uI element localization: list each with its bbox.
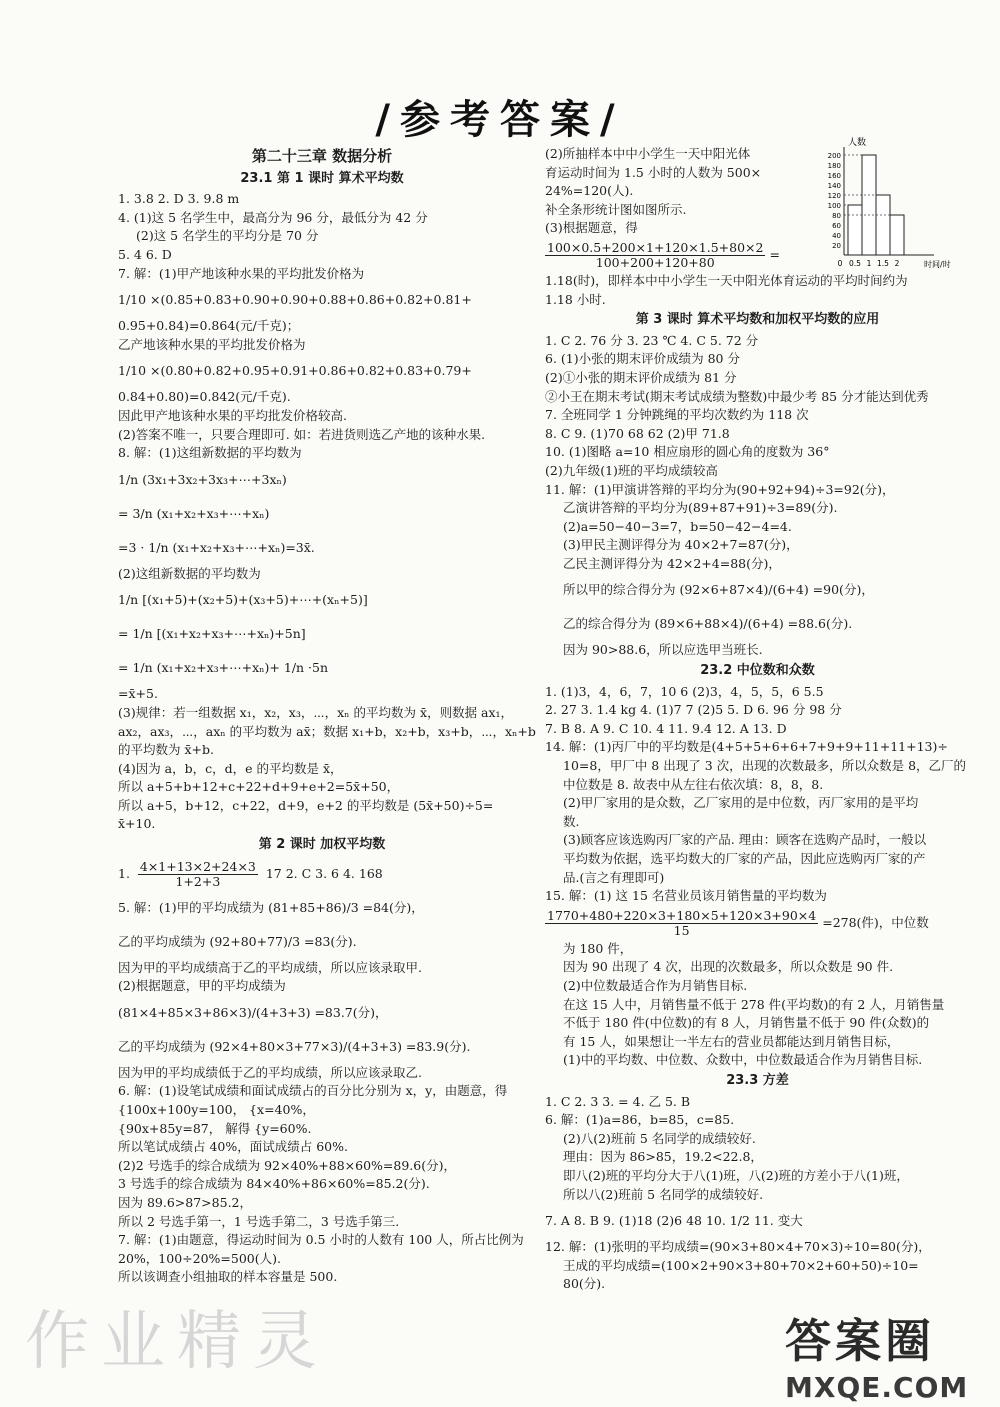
histogram-bar: [862, 155, 876, 255]
answer-line: 因此甲产地该种水果的平均批发价格较高.: [118, 407, 347, 423]
answer-line: (3)顾客应该选购丙厂家的产品. 理由：顾客在选购产品时，一般以: [563, 832, 927, 848]
answer-line: 的平均数为 x̄+b.: [118, 742, 214, 758]
answer-line: 15. 解：(1) 这 15 名营业员该月销售量的平均数为: [545, 888, 827, 904]
answer-line: 10=8，甲厂中 8 出现了 3 次，出现的次数最多，所以众数是 8，乙厂的: [563, 758, 967, 774]
fraction: $\frac{100\times 0.5+200\times 1+120\times 1.5+80\times 2}{100+200+120+80}$: [547, 239, 764, 270]
answer-line: 理由：因为 86>85，19.2<22.8，: [563, 1149, 763, 1165]
formula-line: = 1/n (x₁+x₂+x₃+⋯+xₙ)+ 1/n ·5n: [118, 660, 329, 676]
answer-line: 数.: [563, 813, 580, 829]
answer-line: 1.18(时)，即样本中中小学生一天中阳光体育运动的平均时间约为: [545, 272, 908, 288]
answer-line: {100x+100y=100， {x=40%，: [118, 1102, 315, 1118]
answer-line: 4. (1)这 5 名学生中，最高分为 96 分，最低分为 42 分: [118, 209, 428, 225]
answer-line: 中位数是 8. 故表中从左往右依次填：8，8，8.: [563, 776, 824, 792]
page-title: /参考答案/: [375, 97, 625, 143]
formula-line: 0.95+0.84)=0.864(元/千克)；: [118, 318, 300, 334]
section-heading: 23.2 中位数和众数: [700, 663, 815, 679]
answer-line: 1. 3.8 2. D 3. 9.8 m: [118, 191, 240, 207]
logo-text: 答案圈: [785, 1314, 935, 1368]
site-logo: [785, 1305, 985, 1404]
answer-line: (2)九年级(1)班的平均成绩较高: [545, 462, 718, 478]
answer-line: 有 15 人，如果想让一半左右的营业员都能达到月销售目标，: [563, 1033, 900, 1049]
histogram-chart: [822, 138, 972, 270]
answer-line: 补全条形统计图如图所示.: [545, 201, 687, 217]
y-tick-label: 60: [832, 222, 841, 230]
section-heading: 第 3 课时 算术平均数和加权平均数的应用: [635, 312, 880, 328]
answer-line: 12. 解：(1)张明的平均成绩=(90×3+80×4+70×3)÷10=80(分)，: [545, 1239, 931, 1255]
formula-line: 乙的平均成绩为 (92×4+80×3+77×3)/(4+3+3) =83.9(分).: [118, 1038, 471, 1054]
fraction: $\frac{1770+480+220\times 3+180\times 5+120\times 3+90\times 4}{15}$: [547, 907, 817, 938]
answer-line: 6. (1)小张的期末评价成绩为 80 分: [545, 351, 740, 367]
answer-line: (2)中位数最适合作为月销售目标.: [563, 977, 748, 993]
answer-line: 80(分).: [563, 1276, 606, 1292]
y-axis-label: 人数: [848, 138, 867, 148]
answer-line: 平均数为依据，选平均数大的厂家的产品，因此应选购丙厂家的产: [563, 851, 926, 866]
histogram-bar: [890, 215, 904, 255]
answer-line: 乙演讲答辩的平均分为(89+87+91)÷3=89(分).: [563, 500, 838, 516]
answer-line: 8. 解：(1)这组新数据的平均数为: [118, 445, 302, 461]
y-tick-label: 160: [827, 172, 841, 180]
formula-line: 乙的平均成绩为 (92+80+77)/3 =83(分).: [118, 933, 357, 949]
answer-line: (2)答案不唯一，只要合理即可. 如：若进货则选乙产地的该种水果.: [118, 426, 486, 442]
answer-line: 7. 解：(1)由题意，得运动时间为 0.5 小时的人数有 100 人，所占比例为: [118, 1232, 524, 1248]
answer-line: 1. (1)3，4，6，7，10 6 (2)3，4，5，5，6 5.5: [545, 683, 824, 699]
answer-line: (2)a=50−40−3=7，b=50−42−4=4.: [563, 518, 792, 534]
answer-line: 因为 89.6>87>85.2，: [118, 1195, 252, 1210]
answer-line: 10. (1)图略 a=10 相应扇形的圆心角的度数为 36°: [545, 444, 830, 460]
right-column: [545, 145, 970, 1294]
x-tick-label: 0: [837, 259, 843, 268]
formula-line: = 3/n (x₁+x₂+x₃+⋯+xₙ): [118, 505, 270, 521]
answer-line: 在这 15 人中，月销售量不低于 278 件(平均数)的有 2 人，月销售量: [563, 996, 945, 1012]
answer-line: 1. C 2. 3 3. = 4. 乙 5. B: [545, 1093, 691, 1109]
y-tick-label: 40: [832, 232, 841, 240]
x-tick-label: 0.5: [849, 259, 861, 268]
answer-line: 7. B 8. A 9. C 10. 4 11. 9.4 12. A 13. D: [545, 720, 787, 736]
answer-line: 为 180 件，: [563, 940, 633, 956]
y-tick-label: 80: [832, 212, 841, 220]
answer-line: (2)①小张的期末评价成绩为 81 分: [545, 369, 737, 385]
y-tick-label: 100: [827, 202, 841, 210]
formula-line: 乙的综合得分为 (89×6+88×4)/(6+4) =88.6(分).: [563, 616, 853, 632]
answer-line: 王成的平均成绩=(100×2+90×3+80+70×2+60+50)÷10=: [563, 1257, 919, 1273]
answer-line: (2)这组新数据的平均数为: [118, 565, 261, 581]
answer-line: (2)所抽样本中中小学生一天中阳光体: [545, 146, 751, 161]
y-tick-label: 180: [827, 162, 841, 170]
section-heading: 23.3 方差: [726, 1072, 789, 1088]
formula-line: 0.84+0.80)=0.842(元/千克).: [118, 389, 291, 405]
logo-url: MXQE.COM: [785, 1371, 969, 1404]
answer-line: 乙民主测评得分为 42×2+4=88(分)，: [563, 555, 781, 571]
answer-line: (2)八(2)班前 5 名同学的成绩较好.: [563, 1130, 756, 1146]
formula-line: 所以甲的综合得分为 (92×6+87×4)/(6+4) =90(分)，: [563, 582, 874, 598]
x-tick-label: 1: [866, 259, 872, 268]
answer-line: ax₂，ax₃，⋯，axₙ 的平均数为 ax̄；数据 x₁+b，x₂+b，x₃+b，⋯，xₙ+b: [118, 723, 536, 739]
answer-line: 所以 a+5，b+12，c+22，d+9，e+2 的平均数是 (5x̄+50)÷5=: [118, 797, 494, 813]
formula-line: 1/10 ×(0.80+0.82+0.95+0.91+0.86+0.82+0.83+0.79+: [118, 363, 472, 379]
answer-line: 3 号选手的综合成绩为 84×40%+86×60%=85.2(分).: [118, 1176, 430, 1192]
answer-line: (2)2 号选手的综合成绩为 92×40%+88×60%=89.6(分)，: [118, 1157, 456, 1173]
answer-line: 7. 解：(1)甲产地该种水果的平均批发价格为: [118, 265, 365, 281]
formula-line: =3 · 1/n (x₁+x₂+x₃+⋯+xₙ)=3x̄.: [118, 539, 315, 555]
section-heading: 23.1 第 1 课时 算术平均数: [240, 170, 404, 186]
answer-line: 育运动时间为 1.5 小时的人数为 500×: [545, 164, 762, 180]
formula-line: = 1/n [(x₁+x₂+x₃+⋯+xₙ)+5n]: [118, 626, 306, 642]
answer-line: 因为 90>88.6，所以应选甲当班长.: [563, 642, 763, 658]
fraction: $\frac{4\times 1+13\times 2+24\times 3}{1+2+3}$: [139, 858, 256, 889]
section-heading: 第 2 课时 加权平均数: [258, 837, 386, 853]
x-tick-label: 2: [894, 259, 900, 268]
answer-line: 6. 解：(1)a=86，b=85，c=85.: [545, 1112, 735, 1128]
answer-line: (2)甲厂家用的是众数，乙厂家用的是中位数，丙厂家用的是平均: [563, 795, 919, 811]
left-column: [118, 145, 536, 1287]
histogram-bar: [848, 205, 862, 255]
answer-line: 14. 解：(1)丙厂中的平均数是(4+5+5+6+6+7+9+9+11+11+13)÷: [545, 739, 948, 755]
answer-line: (3)根据题意，得: [545, 220, 638, 236]
answer-line: (1)中的平均数、中位数、众数中，中位数最适合作为月销售目标.: [563, 1052, 923, 1068]
answer-line: 11. 解：(1)甲演讲答辩的平均分为(90+92+94)÷3=92(分)，: [545, 481, 895, 497]
formula-line: $\frac{100\times 0.5+200\times 1+120\times 1.5+80\times 2}{100+200+120+80}$ =: [547, 239, 780, 270]
answer-line: 20%，100÷20%=500(人).: [118, 1250, 281, 1266]
answer-line: x̄+10.: [118, 816, 156, 832]
y-tick-label: 200: [827, 152, 841, 160]
answer-line: 所以 a+5+b+12+c+22+d+9+e+2=5x̄+50，: [118, 779, 400, 795]
chapter-title: 第二十三章 数据分析: [251, 147, 393, 165]
answer-line: (4)因为 a，b，c，d，e 的平均数是 x̄，: [118, 760, 343, 776]
answer-line: 因为甲的平均成绩高于乙的平均成绩，所以应该录取甲.: [118, 959, 422, 975]
y-tick-label: 120: [827, 192, 841, 200]
x-tick-label: 1.5: [877, 259, 889, 268]
formula-line: 1/10 ×(0.85+0.83+0.90+0.90+0.88+0.86+0.82+0.81+: [118, 292, 472, 308]
answer-line: 所以 2 号选手第一，1 号选手第二，3 号选手第三.: [118, 1213, 400, 1229]
answer-line: 因为 90 出现了 4 次，出现的次数最多，所以众数是 90 件.: [563, 959, 894, 975]
answer-line: 7. 全班同学 1 分钟跳绳的平均次数约为 118 次: [545, 407, 809, 423]
answer-line: 乙产地该种水果的平均批发价格为: [118, 336, 306, 352]
answer-line: 所以八(2)班前 5 名同学的成绩较好.: [563, 1186, 764, 1202]
formula-line: 1/n [(x₁+5)+(x₂+5)+(x₃+5)+⋯+(xₙ+5)]: [118, 592, 368, 608]
formula-line: $\frac{1770+480+220\times 3+180\times 5+120\times 3+90\times 4}{15}$ =278(件)，中位数: [547, 907, 929, 938]
answer-line: 6. 解：(1)设笔试成绩和面试成绩占的百分比分别为 x，y，由题意，得: [118, 1083, 508, 1099]
answer-line: 7. A 8. B 9. (1)18 (2)6 48 10. 1/2 11. 变大: [545, 1213, 803, 1229]
answer-line: 8. C 9. (1)70 68 62 (2)甲 71.8: [545, 425, 730, 441]
answer-line: 24%=120(人).: [545, 183, 634, 199]
formula-line: (81×4+85×3+86×3)/(4+3+3) =83.7(分)，: [118, 1004, 388, 1020]
answer-line: (3)甲民主测评得分为 40×2+7=87(分)，: [563, 537, 799, 553]
answer-line: 5. 4 6. D: [118, 246, 172, 262]
answer-line: 所以该调查小组抽取的样本容量是 500.: [118, 1269, 338, 1285]
answer-line: 2. 27 3. 1.4 kg 4. (1)7 7 (2)5 5. D 6. 96 分 98 分: [545, 702, 842, 718]
answer-line: 即八(2)班的平均分大于八(1)班，八(2)班的方差小于八(1)班，: [563, 1167, 909, 1183]
answer-line: 1.18 小时.: [545, 291, 606, 307]
answer-line: 品.(言之有理即可): [563, 869, 665, 885]
answer-line: 1. C 2. 76 分 3. 23 ℃ 4. C 5. 72 分: [545, 332, 759, 348]
watermark-text: 作业精灵: [25, 1305, 329, 1379]
formula-line: =x̄+5.: [118, 686, 158, 702]
answer-line: ②小王在期末考试(期末考试成绩为整数)中最少考 85 分才能达到优秀: [545, 388, 929, 404]
page-header: [0, 88, 1000, 145]
answer-line: 不低于 180 件(中位数)的有 8 人，月销售量不低于 90 件(众数)的: [563, 1015, 930, 1031]
histogram-bar: [876, 195, 890, 255]
x-axis-label: 时间/时: [924, 260, 951, 269]
answer-line: 所以笔试成绩占 40%，面试成绩占 60%.: [118, 1139, 348, 1155]
formula-line: 5. 解：(1)甲的平均成绩为 (81+85+86)/3 =84(分)，: [118, 899, 424, 915]
formula-line: 1/n (3x₁+3x₂+3x₃+⋯+3xₙ): [118, 471, 287, 487]
answer-line: (2)根据题意，甲的平均成绩为: [118, 978, 286, 994]
answer-line: {90x+85y=87， 解得 {y=60%.: [118, 1120, 312, 1136]
answer-line: 1. $\frac{4\times 1+13\times 2+24\times 3}{1+2+3}$ 17 2. C 3. 6 4. 168: [118, 858, 383, 889]
answer-line: (2)这 5 名学生的平均分是 70 分: [136, 228, 319, 244]
y-tick-label: 20: [832, 242, 841, 250]
answer-line: (3)规律：若一组数据 x₁，x₂，x₃，⋯，xₙ 的平均数为 x̄，则数据 ax₁，: [118, 704, 514, 720]
y-tick-label: 140: [827, 182, 841, 190]
answer-line: 因为甲的平均成绩低于乙的平均成绩，所以应该录取乙.: [118, 1064, 422, 1080]
